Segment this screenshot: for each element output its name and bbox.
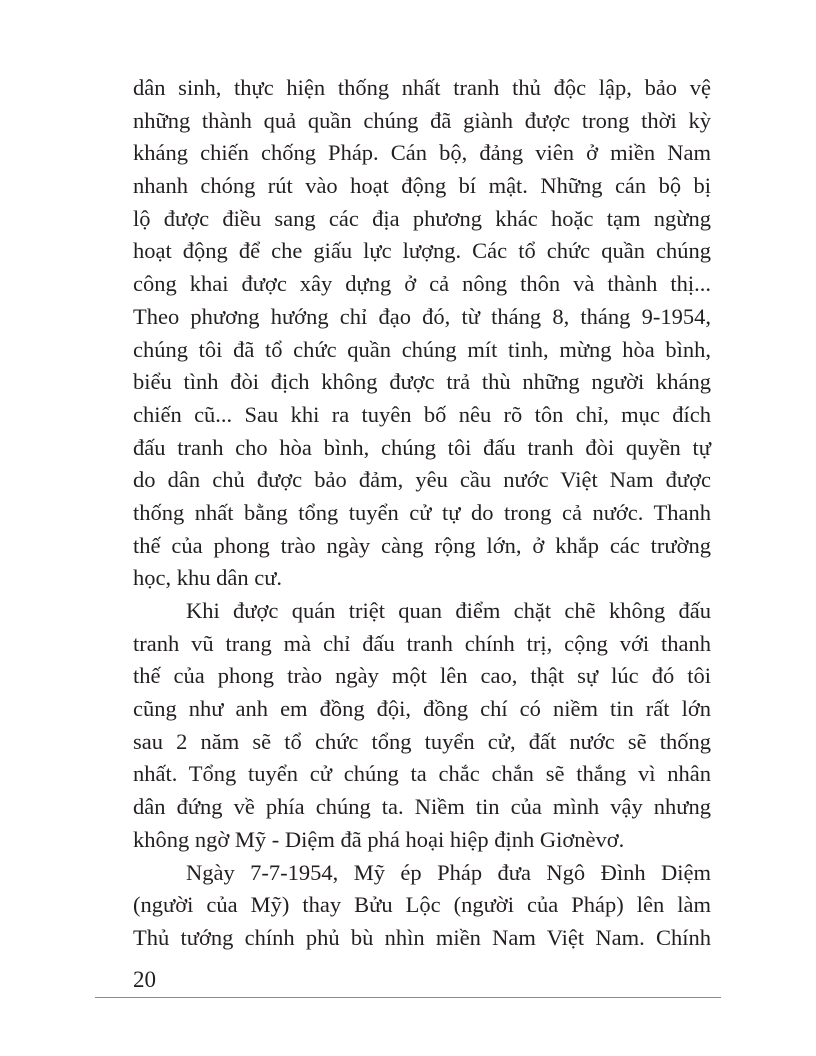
text-line: (người của Mỹ) thay Bửu Lộc (người của Pháp) lên làm	[133, 892, 711, 918]
footer-rule	[95, 997, 721, 998]
text-line: kháng chiến chống Pháp. Cán bộ, đảng viên ở miền Nam	[133, 140, 711, 166]
text-line: đấu tranh cho hòa bình, chúng tôi đấu tranh đòi quyền tự	[133, 434, 711, 460]
body-text	[133, 72, 711, 955]
text-line: Ngày 7-7-1954, Mỹ ép Pháp đưa Ngô Đình Diệm	[186, 859, 711, 885]
text-line: Thủ tướng chính phủ bù nhìn miền Nam Việt Nam. Chính	[133, 924, 711, 950]
text-line: chiến cũ... Sau khi ra tuyên bố nêu rõ tôn chỉ, mục đích	[133, 401, 711, 427]
text-line: tranh vũ trang mà chỉ đấu tranh chính trị, cộng với thanh	[133, 630, 711, 656]
text-line: chúng tôi đã tổ chức quần chúng mít tinh, mừng hòa bình,	[133, 336, 711, 362]
text-line: dân đứng về phía chúng ta. Niềm tin của mình vậy nhưng	[133, 794, 711, 820]
text-line: biểu tình đòi địch không được trả thù những người kháng	[133, 369, 711, 395]
text-line: thống nhất bằng tổng tuyển cử tự do trong cả nước. Thanh	[133, 499, 711, 525]
text-line: những thành quả quần chúng đã giành được trong thời kỳ	[133, 107, 711, 133]
text-line: công khai được xây dựng ở cả nông thôn và thành thị...	[133, 271, 711, 297]
text-line: dân sinh, thực hiện thống nhất tranh thủ độc lập, bảo vệ	[133, 75, 711, 100]
text-line: không ngờ Mỹ - Diệm đã phá hoại hiệp định Giơnèvơ.	[133, 826, 625, 852]
text-line: Theo phương hướng chỉ đạo đó, từ tháng 8, tháng 9-1954,	[133, 303, 711, 329]
text-line: thế của phong trào ngày một lên cao, thật sự lúc đó tôi	[133, 663, 711, 689]
text-line: nhanh chóng rút vào hoạt động bí mật. Những cán bộ bị	[133, 173, 711, 199]
text-line: lộ được điều sang các địa phương khác hoặc tạm ngừng	[133, 205, 711, 231]
text-line: hoạt động để che giấu lực lượng. Các tổ chức quần chúng	[133, 238, 711, 264]
paragraph-2	[133, 595, 711, 857]
page-number: 20	[133, 967, 156, 992]
text-line: thế của phong trào ngày càng rộng lớn, ở khắp các trường	[133, 532, 711, 558]
text-line: Khi được quán triệt quan điểm chặt chẽ không đấu	[186, 598, 711, 623]
text-line: do dân chủ được bảo đảm, yêu cầu nước Việt Nam được	[133, 467, 711, 493]
paragraph-1	[133, 72, 711, 595]
text-line: học, khu dân cư.	[133, 565, 283, 591]
text-line: cũng như anh em đồng đội, đồng chí có niềm tin rất lớn	[133, 696, 711, 722]
text-line: sau 2 năm sẽ tổ chức tổng tuyển cử, đất nước sẽ thống	[133, 728, 711, 754]
paragraph-3	[133, 857, 711, 955]
text-line: nhất. Tổng tuyển cử chúng ta chắc chắn sẽ thắng vì nhân	[133, 761, 711, 787]
